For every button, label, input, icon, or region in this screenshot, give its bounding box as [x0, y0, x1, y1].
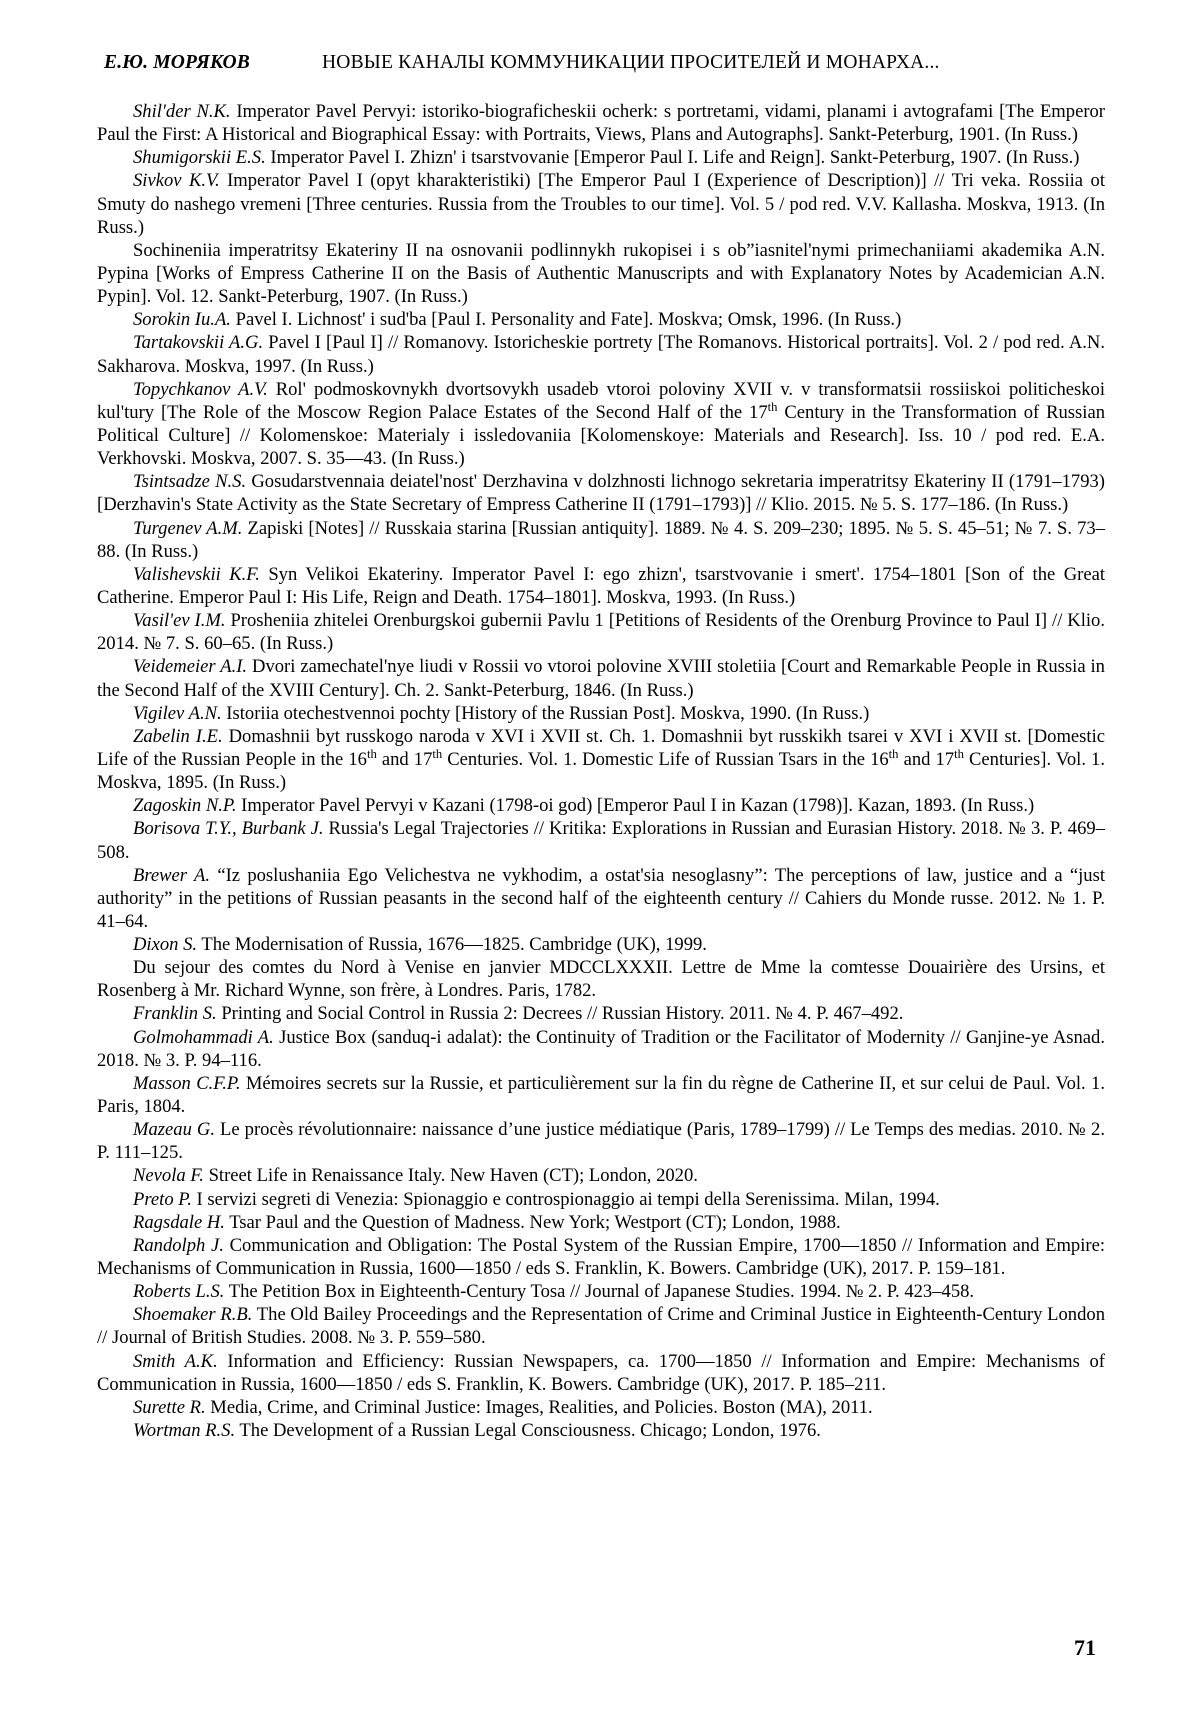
reference-entry [97, 1026, 1105, 1072]
reference-text: Media, Crime, and Criminal Justice: Images, Realities, and Policies. Boston (MA), 2011. [205, 1396, 873, 1418]
reference-author: Valishevskii K.F. [133, 563, 260, 585]
reference-text: Russia's Legal Trajectories // Kritika: Explorations in Russian and Eurasian History. 2018. № 3. P. 469–508. [97, 818, 1105, 863]
reference-text: Gosudarstvennaia deiatel'nost' Derzhavina v dolzhnosti lichnogo sekretaria imperatritsy Ekateriny II (1791–1793) [Derzhavin's State Activity as the State Secretary of Empress Catherine II (1791–1793)] // Klio. 2015. № 5. S. 177–186. (In Russ.) [97, 471, 1105, 516]
reference-text: Rol' podmoskovnykh dvortsovykh usadeb vtoroi poloviny XVII v. v transformatsii rossiiskoi politicheskoi kul'tury [The Role of the Moscow Region Palace Estates of the Second Half of the 17th Century in the Transformation of Russian Political Culture] // Kolomenskoe: Materialy i issledovaniia [Kolomenskoye: Materials and Research]. Iss. 10 / pod red. E.A. Verkhovski. Moskva, 2007. S. 35—43. (In Russ.) [97, 378, 1105, 470]
reference-author: Borisova T.Y., Burbank J. [133, 818, 324, 840]
reference-text: Pavel I [Paul I] // Romanovy. Istoricheskie portrety [The Romanovs. Historical portraits]. Vol. 2 / pod red. A.N. Sakharova. Moskva, 1997. (In Russ.) [97, 332, 1105, 377]
reference-text: The Petition Box in Eighteenth-Century Tosa // Journal of Japanese Studies. 1994. № 2. P. 423–458. [224, 1281, 975, 1303]
reference-author: Shoemaker R.B. [133, 1304, 253, 1326]
reference-author: Zagoskin N.P. [133, 795, 237, 817]
reference-text: Prosheniia zhitelei Orenburgskoi gubernii Pavlu 1 [Petitions of Residents of the Orenburg Province to Paul I] // Klio. 2014. № 7. S. 60–65. (In Russ.) [97, 610, 1105, 655]
reference-author: Tartakovskii A.G. [133, 332, 264, 354]
reference-text: “Iz poslushaniia Ego Velichestva ne vykhodim, a ostat'sia nesoglasny”: The perceptions of law, justice and a “just authority” in the petitions of Russian peasants in the second half of the eighteenth century // Cahiers du Monde russe. 2012. № 1. P. 41–64. [97, 864, 1105, 932]
reference-list [97, 100, 1105, 1442]
reference-entry [97, 933, 1105, 956]
reference-author: Masson C.F.P. [133, 1072, 241, 1094]
reference-author: Shil'der N.K. [133, 101, 231, 122]
reference-text: The Old Bailey Proceedings and the Representation of Crime and Criminal Justice in Eighteenth-Century London // Journal of British Studies. 2008. № 3. P. 559–580. [97, 1304, 1105, 1349]
reference-entry [97, 239, 1105, 308]
reference-entry [97, 1118, 1105, 1164]
reference-entry [97, 563, 1105, 609]
reference-text: Tsar Paul and the Question of Madness. New York; Westport (CT); London, 1988. [224, 1211, 841, 1233]
reference-author: Brewer A. [133, 864, 211, 886]
reference-text: Information and Efficiency: Russian Newspapers, ca. 1700—1850 // Information and Empire: Mechanisms of Communication in Russia, 1600—1850 / eds S. Franklin, K. Bowers. Cambridge (UK), 2017. P. 185–211. [97, 1350, 1105, 1395]
reference-entry [97, 794, 1105, 817]
reference-text: I servizi segreti di Venezia: Spionaggio e controspionaggio ai tempi della Serenissima. Milan, 1994. [191, 1188, 940, 1210]
reference-author: Vigilev A.N. [133, 702, 222, 724]
reference-author: Sivkov K.V. [133, 170, 220, 192]
reference-text: Le procès révolutionnaire: naissance d’une justice médiatique (Paris, 1789–1799) // Le Temps des medias. 2010. № 2. P. 111–125. [97, 1119, 1105, 1164]
reference-text: Street Life in Renaissance Italy. New Haven (CT); London, 2020. [203, 1165, 698, 1187]
reference-entry [97, 1164, 1105, 1187]
reference-entry [97, 100, 1105, 146]
reference-entry [97, 1188, 1105, 1211]
header-author: Е.Ю. МОРЯКОВ [104, 52, 250, 73]
reference-text: Printing and Social Control in Russia 2: Decrees // Russian History. 2011. № 4. P. 467–492. [216, 1003, 904, 1025]
reference-author: Golmohammadi A. [133, 1026, 274, 1048]
reference-author: Roberts L.S. [133, 1281, 225, 1303]
reference-entry [97, 1072, 1105, 1118]
page-header [104, 52, 1096, 74]
reference-author: Shumigorskii E.S. [133, 147, 266, 169]
reference-entry [97, 470, 1105, 516]
reference-text: The Modernisation of Russia, 1676—1825. Cambridge (UK), 1999. [197, 934, 707, 956]
reference-text: Imperator Pavel Pervyi v Kazani (1798-oi god) [Emperor Paul I in Kazan (1798)]. Kazan, 1893. (In Russ.) [236, 795, 1035, 817]
reference-entry [97, 864, 1105, 933]
reference-entry [97, 609, 1105, 655]
reference-text: Pavel I. Lichnost' i sud'ba [Paul I. Personality and Fate]. Moskva; Omsk, 1996. (In Russ.) [230, 309, 902, 331]
reference-text: Syn Velikoi Ekateriny. Imperator Pavel I: ego zhizn', tsarstvovanie i smert'. 1754–1801 [Son of the Great Catherine. Emperor Paul I: His Life, Reign and Death. 1754–1801]. Moskva, 1993. (In Russ.) [97, 563, 1105, 608]
reference-entry [97, 1419, 1105, 1442]
reference-entry [97, 702, 1105, 725]
reference-entry [97, 331, 1105, 377]
reference-text: Imperator Pavel I. Zhizn' i tsarstvovanie [Emperor Paul I. Life and Reign]. Sankt-Peterburg, 1907. (In Russ.) [265, 147, 1080, 169]
reference-entry [97, 146, 1105, 169]
reference-text: Mémoires secrets sur la Russie, et particulièrement sur la fin du règne de Catherine II, et sur celui de Paul. Vol. 1. Paris, 1804. [97, 1072, 1105, 1118]
reference-author: Vasil'ev I.M. [133, 610, 226, 632]
reference-text: Communication and Obligation: The Postal System of the Russian Empire, 1700—1850 // Information and Empire: Mechanisms of Communication in Russia, 1600—1850 / eds S. Franklin, K. Bowers. Cambridge (UK), 2017. P. 159–181. [97, 1234, 1105, 1280]
reference-entry [97, 1350, 1105, 1396]
reference-author: Randolph J. [133, 1234, 224, 1256]
reference-text: Imperator Pavel Pervyi: istoriko-biograficheskii ocherk: s portretami, vidami, planami i avtografami [The Emperor Paul the First: A Historical and Biographical Essay: with Portraits, Views, Plans and Autographs]. Sankt-Peterburg, 1901. (In Russ.) [97, 101, 1106, 146]
reference-text: The Development of a Russian Legal Consciousness. Chicago; London, 1976. [235, 1420, 821, 1442]
reference-entry [97, 956, 1105, 1002]
reference-text: Imperator Pavel I (opyt kharakteristiki) [The Emperor Paul I (Experience of Description)] // Tri veka. Rossiia ot Smuty do nashego vremeni [Three centuries. Russia from the Troubles to our time]. Vol. 5 / pod red. V.V. Kallasha. Moskva, 1913. (In Russ.) [97, 170, 1105, 238]
page-number: 71 [1074, 1635, 1096, 1660]
reference-author: Tsintsadze N.S. [133, 471, 247, 493]
reference-author: Smith A.K. [133, 1350, 218, 1372]
reference-text: Zapiski [Notes] // Russkaia starina [Russian antiquity]. 1889. № 4. S. 209–230; 1895. № 5. S. 45–51; № 7. S. 73–88. (In Russ.) [97, 517, 1105, 562]
reference-author: Franklin S. [133, 1003, 217, 1025]
reference-text: Domashnii byt russkogo naroda v XVI i XVII st. Ch. 1. Domashnii byt russkikh tsarei v XVI i XVII st. [Domestic Life of the Russian People in the 16th and 17th Centuries. Vol. 1. Domestic Life of Russian Tsars in the 16th and 17th Centuries]. Vol. 1. Moskva, 1895. (In Russ.) [97, 725, 1105, 794]
reference-text: Istoriia otechestvennoi pochty [History of the Russian Post]. Moskva, 1990. (In Russ.) [221, 702, 870, 724]
reference-entry [97, 1303, 1105, 1349]
reference-entry [97, 1280, 1105, 1303]
reference-author: Preto P. [133, 1188, 192, 1210]
reference-entry [97, 655, 1105, 701]
reference-entry [97, 1234, 1105, 1280]
reference-author: Mazeau G. [133, 1119, 215, 1141]
header-title: НОВЫЕ КАНАЛЫ КОММУНИКАЦИИ ПРОСИТЕЛЕЙ И МОНАРХА... [322, 52, 940, 73]
reference-author: Veidemeier A.I. [133, 656, 248, 678]
reference-entry [97, 817, 1105, 863]
reference-entry [97, 725, 1105, 794]
reference-text: Justice Box (sanduq-i adalat): the Continuity of Tradition or the Facilitator of Modernity // Ganjine-ye Asnad. 2018. № 3. P. 94–116. [97, 1026, 1105, 1071]
reference-author: Topychkanov A.V. [133, 378, 268, 400]
reference-entry [97, 1396, 1105, 1419]
reference-author: Surette R. [133, 1396, 206, 1418]
reference-author: Turgenev A.M. [133, 517, 243, 539]
reference-text: Sochineniia imperatritsy Ekateriny II na osnovanii podlinnykh rukopisei i s ob”iasnitel'nymi primechaniiami akademika A.N. Pypina [Works of Empress Catherine II on the Basis of Authentic Manuscripts and with Explanatory Notes by Academician A.N. Pypin]. Vol. 12. Sankt-Peterburg, 1907. (In Russ.) [97, 239, 1105, 308]
reference-author: Dixon S. [133, 934, 198, 956]
reference-text: Du sejour des comtes du Nord à Venise en janvier MDCCLXXXII. Lettre de Mme la comtesse Douairière des Ursins, et Rosenberg à Mr. Richard Wynne, son frère, à Londres. Paris, 1782. [97, 957, 1105, 1002]
reference-entry [97, 517, 1105, 563]
reference-author: Sorokin Iu.A. [133, 309, 231, 331]
reference-author: Ragsdale H. [133, 1211, 225, 1233]
reference-entry [97, 169, 1105, 238]
reference-author: Wortman R.S. [133, 1420, 236, 1442]
reference-author: Zabelin I.E. [133, 725, 223, 747]
reference-author: Nevola F. [133, 1165, 204, 1187]
reference-entry [97, 1002, 1105, 1025]
reference-entry [97, 308, 1105, 331]
reference-entry [97, 378, 1105, 471]
reference-text: Dvori zamechatel'nye liudi v Rossii vo vtoroi polovine XVIII stoletiia [Court and Remarkable People in Russia in the Second Half of the XVIII Century]. Ch. 2. Sankt-Peterburg, 1846. (In Russ.) [97, 656, 1105, 701]
reference-entry [97, 1211, 1105, 1234]
